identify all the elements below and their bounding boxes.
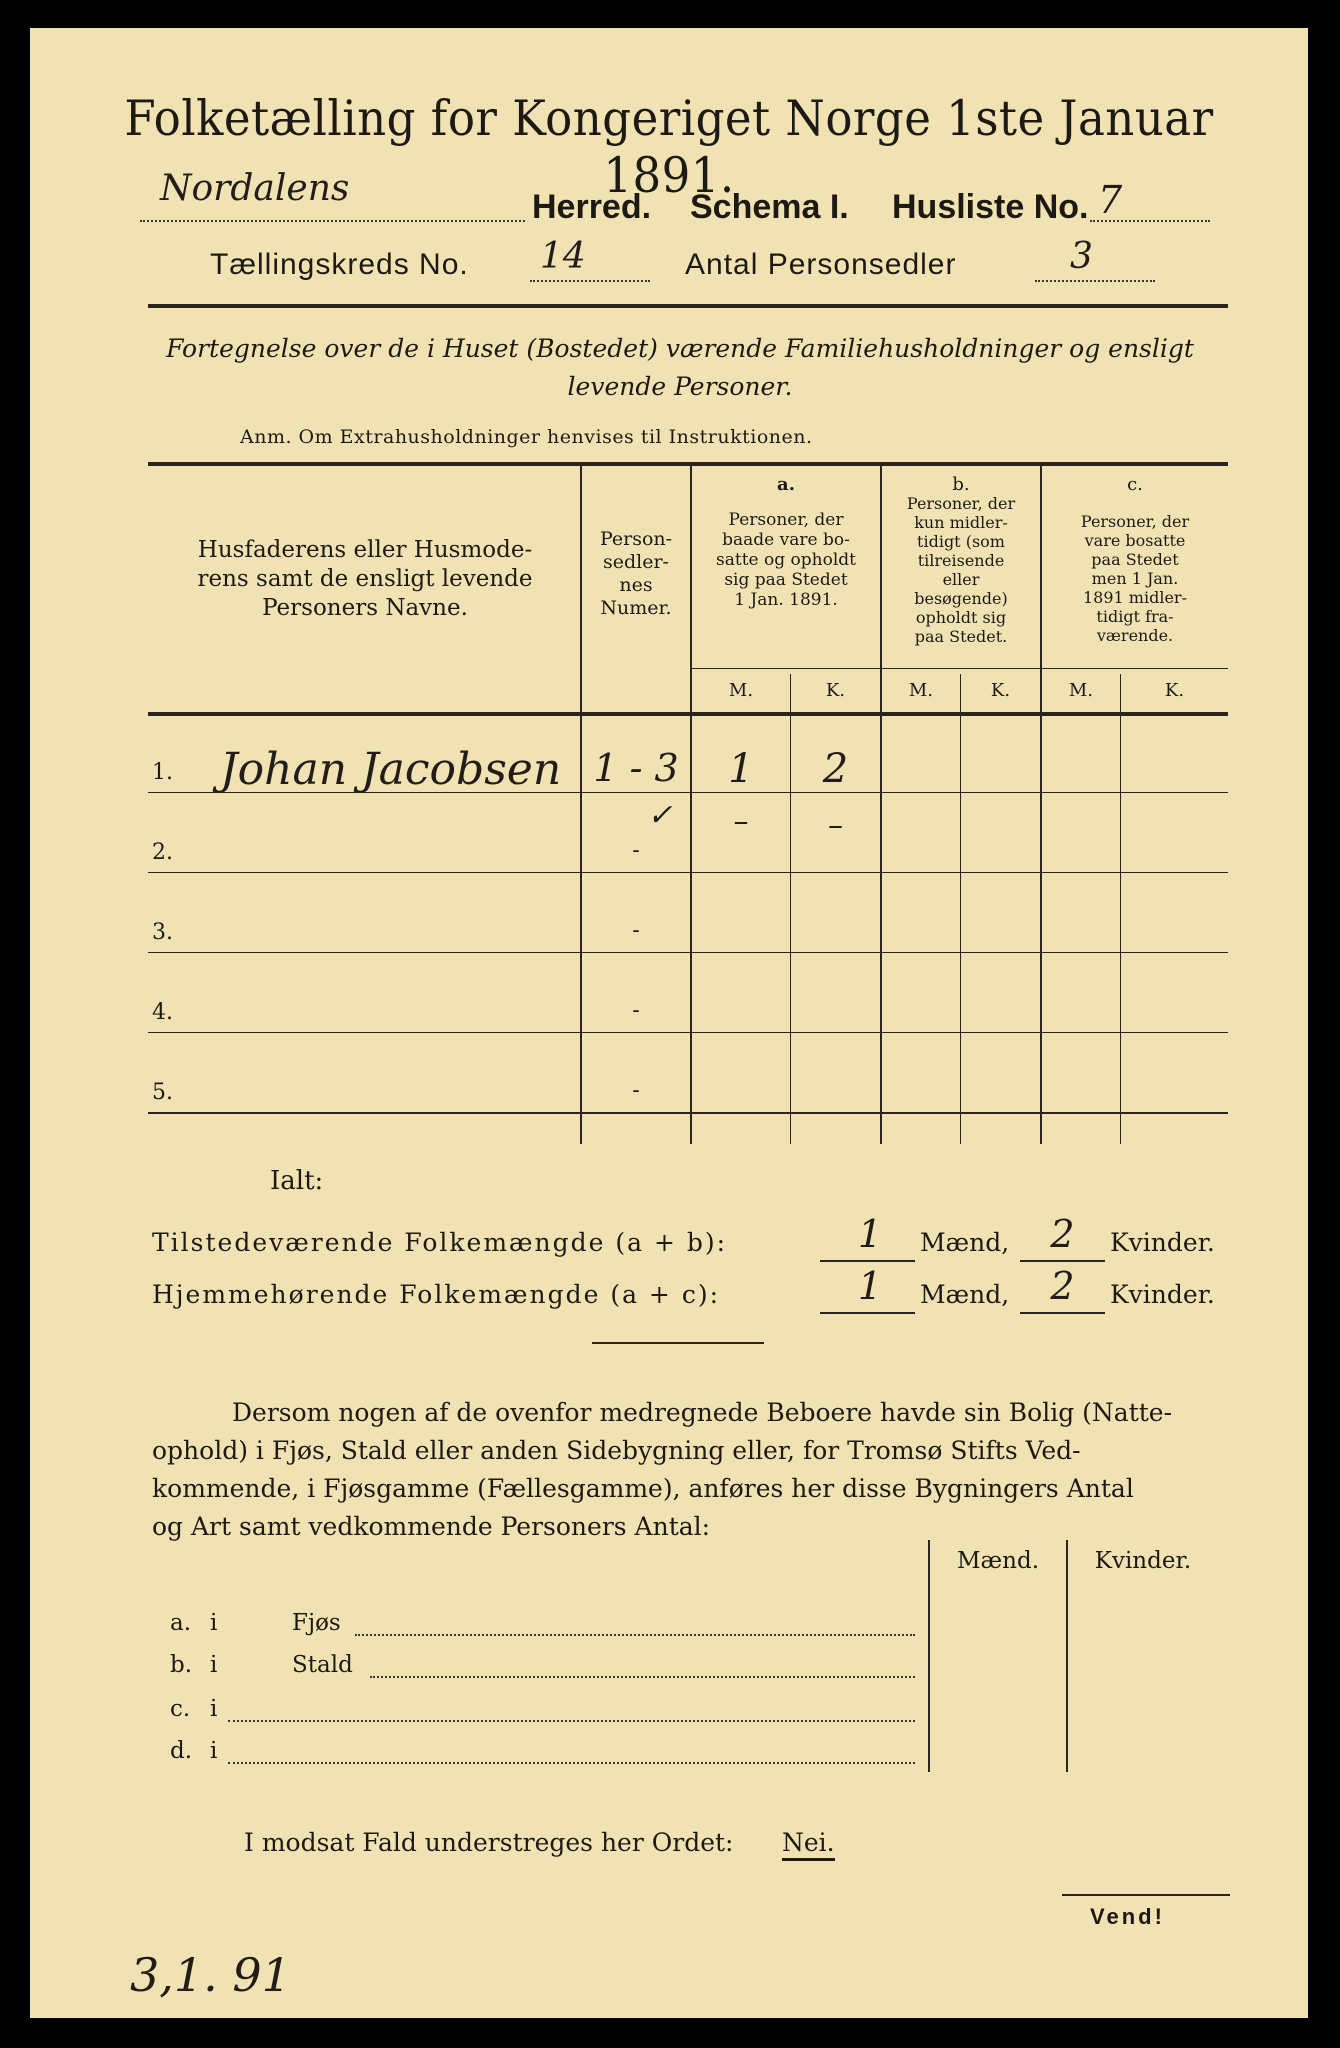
hjemme-maend-label: Mænd, xyxy=(920,1280,1010,1309)
col-num-header: Person- sedler- nes Numer. xyxy=(599,528,673,619)
col-b-letter: b. xyxy=(952,474,970,495)
row-1-number: 1. xyxy=(152,760,173,785)
intro-line-1: Fortegnelse over de i Huset (Bostedet) værende Familiehusholdninger og ensligt xyxy=(166,334,1194,363)
item-a-i: i xyxy=(210,1610,218,1636)
item-a-letter: a. xyxy=(170,1610,192,1636)
tilstede-maend-label: Mænd, xyxy=(920,1228,1010,1257)
col-b-header: Personer, der kun midler- tidigt (som tilreisende eller besøgende) opholdt sig paa Stedet. xyxy=(906,494,1016,646)
hjemme-kvinder-value: 2 xyxy=(1050,1264,1075,1308)
row-5-number: 5. xyxy=(152,1080,173,1105)
antal-label: Antal Personsedler xyxy=(685,248,957,281)
row-1-name: Johan Jacobsen xyxy=(220,744,562,795)
census-form-page xyxy=(30,28,1308,2018)
row-1-a-m: 1 xyxy=(728,746,754,792)
item-d-dots xyxy=(228,1762,915,1764)
row-1-num: 1 - 3 xyxy=(593,746,679,790)
item-a-dots xyxy=(355,1634,915,1636)
mk-top-rule xyxy=(690,668,1228,669)
tilstede-maend-rule xyxy=(820,1260,915,1262)
section-divider xyxy=(592,1342,764,1344)
item-c-i: i xyxy=(210,1696,218,1722)
hjemme-kvinder-label: Kvinder. xyxy=(1110,1280,1215,1309)
row-rule-4 xyxy=(148,1032,1228,1033)
item-b-i: i xyxy=(210,1652,218,1678)
col-c-header: Personer, der vare bosatte paa Stedet men 1 Jan. 1891 midler- tidigt fra- værende. xyxy=(1080,512,1190,645)
building-col-divider-2 xyxy=(1066,1540,1068,1772)
item-d-letter: d. xyxy=(170,1738,193,1764)
vend-rule xyxy=(1062,1894,1230,1896)
tilstede-kvinder-rule xyxy=(1020,1260,1105,1262)
building-maend-header: Mænd. xyxy=(956,1548,1040,1574)
tilstede-maend-value: 1 xyxy=(857,1212,883,1256)
tilstede-kvinder-value: 2 xyxy=(1050,1212,1075,1256)
herred-value: Nordalens xyxy=(160,168,350,209)
vend-label: Vend! xyxy=(1090,1904,1165,1929)
herred-label: Herred. xyxy=(532,188,652,226)
a-m-label: M. xyxy=(728,680,754,701)
col-c-letter: c. xyxy=(1127,474,1143,495)
item-c-letter: c. xyxy=(170,1696,191,1722)
item-b-label: Stald xyxy=(292,1652,353,1678)
col-divider-c-mk xyxy=(1120,674,1121,1144)
building-paragraph: Dersom nogen af de ovenfor medregnede Beboere havde sin Bolig (Natte- ophold) i Fjøs, Stald eller anden Sidebygning eller, for Tromsø Stifts Ved- kommende, i Fjøsgamme (Fællesgamme), anføres her disse Bygningers Antal og Art samt vedkommende Personers Antal: xyxy=(152,1398,1173,1541)
header-rule xyxy=(148,304,1228,308)
building-col-divider-1 xyxy=(928,1540,930,1772)
antal-value: 3 xyxy=(1070,236,1093,277)
b-k-label: K. xyxy=(990,680,1011,701)
a-k-label: K. xyxy=(825,680,846,701)
row-rule-3 xyxy=(148,952,1228,953)
ialt-label: Ialt: xyxy=(270,1166,324,1196)
col-name-header: Husfaderens eller Husmode- rens samt de ensligt levende Personers Navne. xyxy=(197,537,533,621)
row-4-number: 4. xyxy=(152,1000,173,1025)
nei-word: Nei. xyxy=(782,1828,835,1861)
husliste-dots xyxy=(1090,220,1210,222)
item-b-letter: b. xyxy=(170,1652,193,1678)
row-4-num: - xyxy=(632,998,640,1023)
antal-dots xyxy=(1035,280,1155,282)
tilstede-label: Tilstedeværende Folkemængde (a + b): xyxy=(152,1228,728,1257)
herred-dots xyxy=(140,220,525,222)
building-kvinder-header: Kvinder. xyxy=(1094,1548,1192,1574)
item-c-dots xyxy=(228,1720,915,1722)
anm-note: Anm. Om Extrahusholdninger henvises til Instruktionen. xyxy=(240,426,813,448)
kreds-dots xyxy=(530,280,650,282)
table-top-rule xyxy=(148,462,1228,466)
hjemme-kvinder-rule xyxy=(1020,1312,1105,1314)
col-a-header: Personer, der baade vare bo- satte og opholdt sig paa Stedet 1 Jan. 1891. xyxy=(716,510,856,610)
item-d-i: i xyxy=(210,1738,218,1764)
row-2-number: 2. xyxy=(152,840,173,865)
row-2-a-k: – xyxy=(828,808,843,843)
c-m-label: M. xyxy=(1068,680,1094,701)
intro-line-2: levende Personer. xyxy=(567,372,793,401)
kreds-value: 14 xyxy=(540,236,586,277)
row-3-number: 3. xyxy=(152,920,173,945)
hjemme-label: Hjemmehørende Folkemængde (a + c): xyxy=(152,1280,720,1309)
schema-label: Schema I. xyxy=(690,188,849,226)
footer-handnote: 3,1. 91 xyxy=(130,1948,291,2002)
form-title: Folketælling for Kongeriget Norge 1ste Januar 1891. xyxy=(124,90,1214,204)
row-1-a-k: 2 xyxy=(822,746,849,792)
table-header-rule xyxy=(148,712,1228,716)
row-3-num: - xyxy=(632,918,640,943)
husliste-value: 7 xyxy=(1098,178,1123,222)
col-divider-a-mk xyxy=(790,674,791,1144)
item-a-label: Fjøs xyxy=(292,1610,341,1636)
row-rule-2 xyxy=(148,872,1228,873)
hjemme-maend-rule xyxy=(820,1312,915,1314)
modsat-text: I modsat Fald understreges her Ordet: xyxy=(244,1828,734,1857)
row-rule-5 xyxy=(148,1112,1228,1114)
tilstede-kvinder-label: Kvinder. xyxy=(1110,1228,1215,1257)
b-m-label: M. xyxy=(908,680,934,701)
row-2-num: - xyxy=(632,838,640,863)
col-a-letter: a. xyxy=(777,474,795,495)
col-divider-b-mk xyxy=(960,674,961,1144)
item-b-dots xyxy=(370,1676,915,1678)
hjemme-maend-value: 1 xyxy=(857,1264,883,1308)
kreds-label: Tællingskreds No. xyxy=(210,248,469,281)
c-k-label: K. xyxy=(1164,680,1185,701)
husliste-label: Husliste No. xyxy=(892,188,1089,226)
row-2-a-m: – xyxy=(733,804,749,839)
row-2-check: ✓ xyxy=(647,798,673,833)
row-5-num: - xyxy=(632,1078,640,1103)
